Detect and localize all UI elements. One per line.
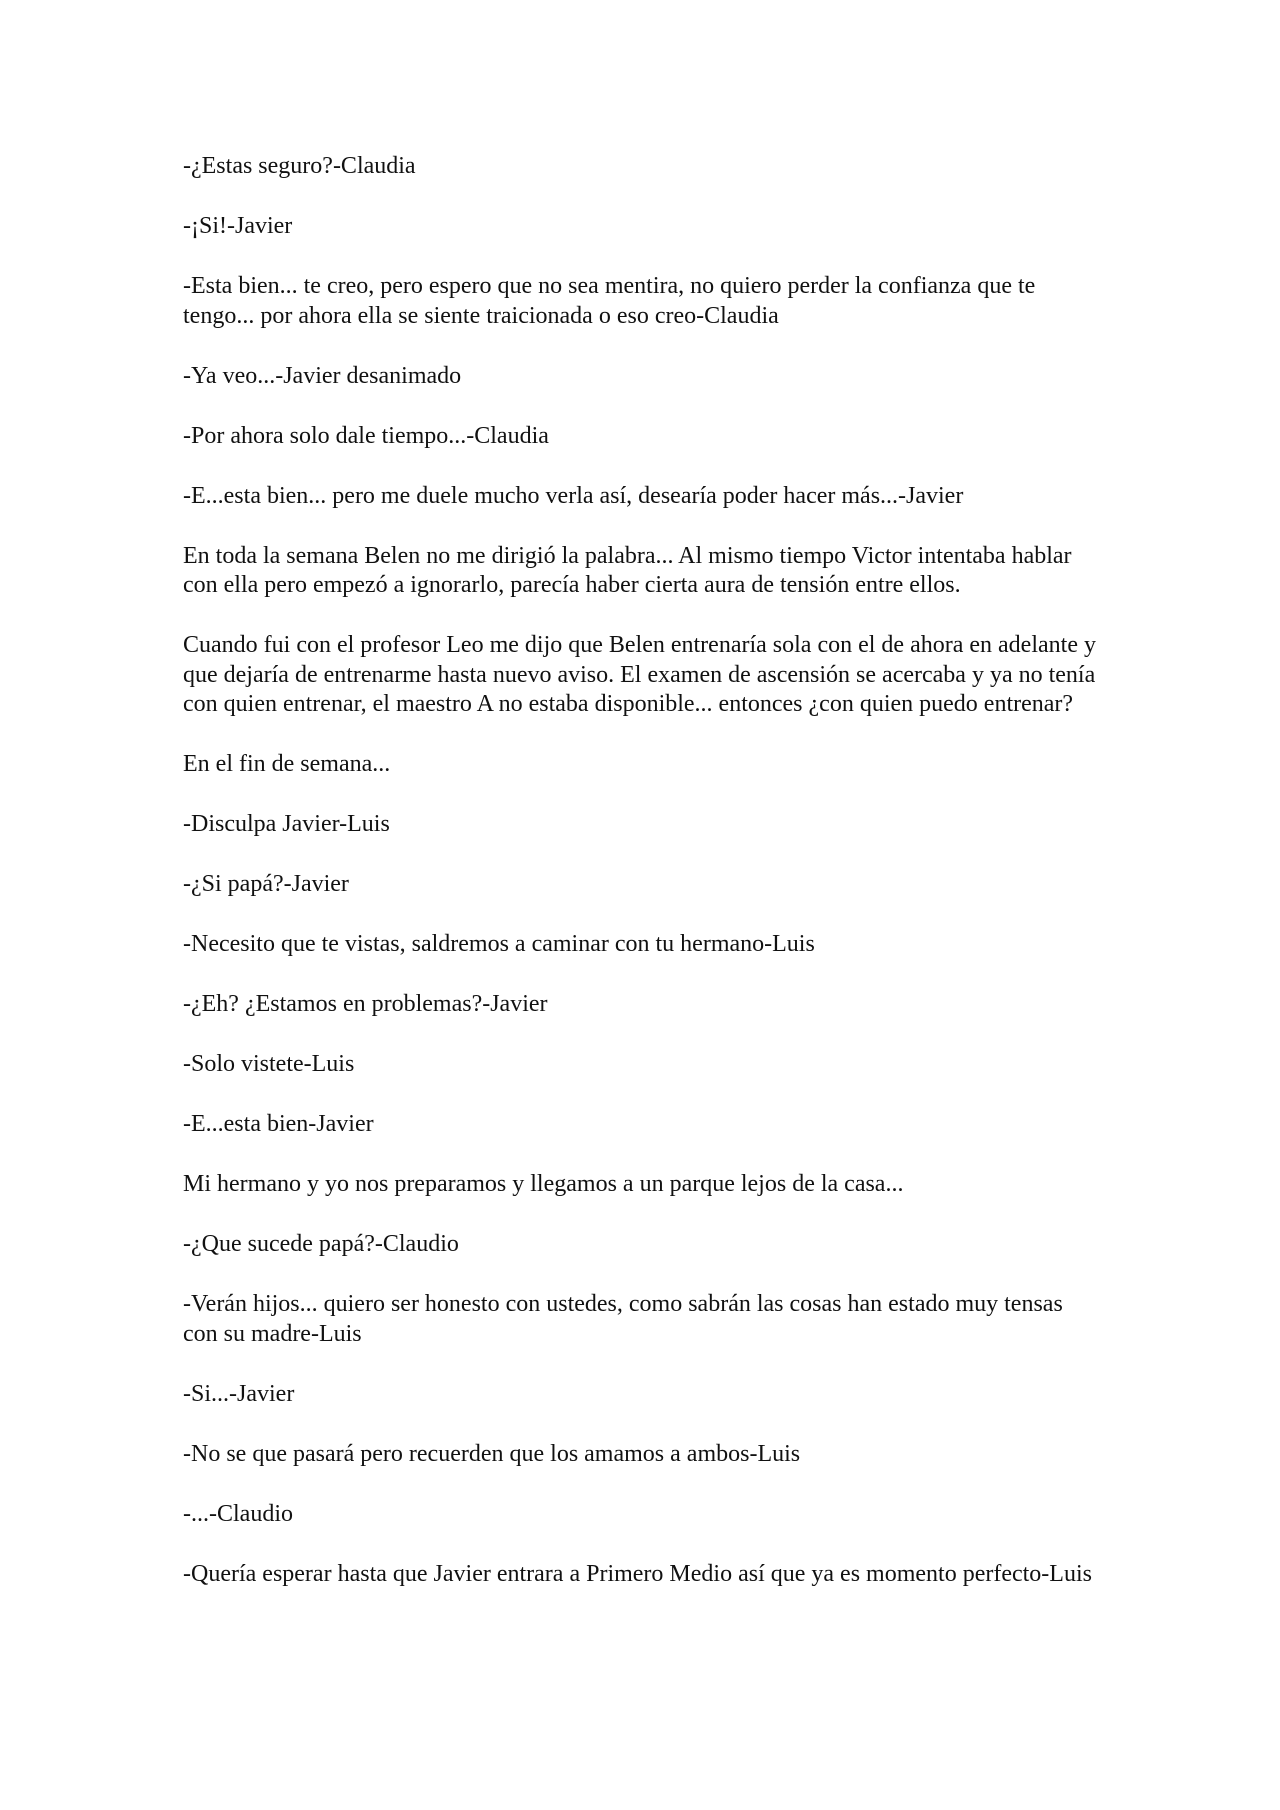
paragraph-19: -Si...-Javier <box>183 1380 295 1407</box>
paragraph-10: -Disculpa Javier-Luis <box>183 811 390 837</box>
paragraph-9: En el fin de semana... <box>183 751 391 777</box>
paragraph-17: -¿Que sucede papá?-Claudio <box>183 1231 459 1257</box>
document-body <box>183 152 1103 1620</box>
paragraph-12: -Necesito que te vistas, saldremos a caminar con tu hermano-Luis <box>183 931 815 957</box>
paragraph-8: Cuando fui con el profesor Leo me dijo que Belen entrenaría sola con el de ahora en adelante y que dejaría de entrenarme hasta nuevo aviso. El examen de ascensión se acercaba y ya no tenía con quien entrenar, el maestro A no estaba disponible... entonces ¿con quien puedo entrenar? <box>183 632 1096 717</box>
paragraph-3: -Esta bien... te creo, pero espero que no sea mentira, no quiero perder la confianza que te tengo... por ahora ella se siente traicionada o eso creo-Claudia <box>183 273 1036 329</box>
paragraph-6: -E...esta bien... pero me duele mucho verla así, desearía poder hacer más...-Javier <box>183 482 964 509</box>
paragraph-4: -Ya veo...-Javier desanimado <box>183 362 462 389</box>
paragraph-16: Mi hermano y yo nos preparamos y llegamos a un parque lejos de la casa... <box>183 1171 904 1197</box>
paragraph-21: -...-Claudio <box>183 1500 293 1527</box>
paragraph-13: -¿Eh? ¿Estamos en problemas?-Javier <box>183 991 548 1017</box>
paragraph-2: -¡Si!-Javier <box>183 213 293 239</box>
paragraph-22: -Quería esperar hasta que Javier entrara a Primero Medio así que ya es momento perfecto-Luis <box>183 1560 1092 1587</box>
paragraph-14: -Solo vistete-Luis <box>183 1051 355 1077</box>
paragraph-5: -Por ahora solo dale tiempo...-Claudia <box>183 422 549 449</box>
paragraph-20: -No se que pasará pero recuerden que los amamos a ambos-Luis <box>183 1440 801 1467</box>
paragraph-18: -Verán hijos... quiero ser honesto con ustedes, como sabrán las cosas han estado muy tensas con su madre-Luis <box>183 1291 1063 1347</box>
paragraph-15: -E...esta bien-Javier <box>183 1111 374 1137</box>
paragraph-1: -¿Estas seguro?-Claudia <box>183 153 416 179</box>
paragraph-7: En toda la semana Belen no me dirigió la palabra... Al mismo tiempo Victor intentaba hablar con ella pero empezó a ignorarlo, parecía haber cierta aura de tensión entre ellos. <box>183 542 1072 598</box>
paragraph-11: -¿Si papá?-Javier <box>183 871 349 897</box>
